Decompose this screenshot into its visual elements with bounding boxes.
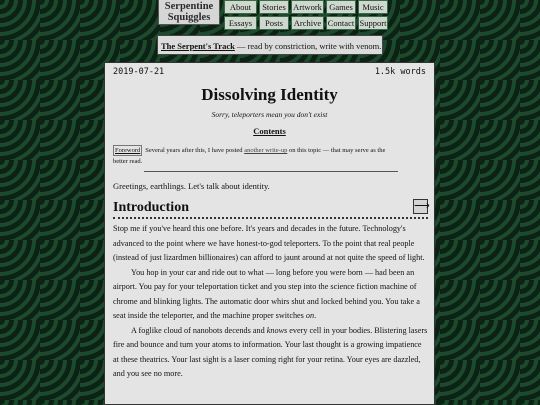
page-title: Dissolving Identity xyxy=(201,85,338,104)
nav-stories[interactable]: Stories xyxy=(259,0,289,14)
foreword-label[interactable]: Foreword xyxy=(115,147,141,154)
foreword-divider xyxy=(144,171,398,172)
article-meta xyxy=(113,67,426,77)
nav-posts[interactable]: Posts xyxy=(259,16,289,30)
paragraph-1: Stop me if you've heard this one before. It's years and decades in the future. Technology's advanced to the point where we have honest-to-god teleporters. To the point that real people (instead of just lizardmen billionaires) can afford to jaunt around at not quite the speed of light. xyxy=(113,224,425,262)
paragraph-2-text: You hop in your car and ride out to what — long before you were born — had been an airport. You pay for your teleportation ticket and you step into the science fiction machine of chrome and blinking lights. The automatic door whirs shut and locked behind you. You take a seat inside the teleporter, and the machine proper switches xyxy=(113,267,420,320)
paragraph-2 xyxy=(113,266,428,324)
contents-toggle[interactable]: Contents xyxy=(253,126,286,136)
paragraph-3-emphasis: knows xyxy=(266,325,288,335)
nav-music[interactable]: Music xyxy=(358,0,388,14)
paragraph-2-end: . xyxy=(314,311,317,320)
banner-tagline: — read by constriction, write with venom. xyxy=(234,41,382,51)
article-page xyxy=(104,62,435,405)
section-banner xyxy=(157,35,383,55)
logo-line-2: Squiggles xyxy=(167,12,211,23)
page-subtitle: Sorry, teleporters mean you don't exist xyxy=(211,110,328,119)
logo-line-1: Serpentine xyxy=(164,1,214,12)
nav-artwork[interactable]: Artwork xyxy=(291,0,324,14)
paragraph-3-text: A foglike cloud of nanobots decends and xyxy=(131,325,267,335)
greeting-text: Greetings, earthlings. Let's talk about identity. xyxy=(113,181,270,191)
nav-support[interactable]: Support xyxy=(359,18,387,28)
section-arrow-button[interactable] xyxy=(413,199,428,214)
arrow-right-icon: ⟶ xyxy=(414,200,430,212)
nav-contact[interactable]: Contact xyxy=(327,18,355,28)
foreword-link[interactable]: another write-up xyxy=(244,147,288,154)
article-body xyxy=(113,222,428,382)
word-count: 1.5k words xyxy=(374,67,426,77)
section-heading: Introduction xyxy=(113,200,189,215)
section-link[interactable]: The Serpent's Track xyxy=(161,41,235,51)
nav-archive[interactable]: Archive xyxy=(291,16,324,30)
paragraph-3-end: every cell in your bodies. Blistering lasers fire and bounce and turn your atoms to information. Your last thought is a growing impatience at these theatrics. Your last sight is a laser coming right for your retina. Your eyes are dazzled, and you see no more. xyxy=(113,325,428,378)
article-date: 2019-07-21 xyxy=(113,67,165,77)
paragraph-2-emphasis: on xyxy=(305,311,315,320)
foreword-text-post: on this topic — that may serve as the better read. xyxy=(113,147,386,165)
site-logo[interactable] xyxy=(158,0,220,25)
main-nav xyxy=(224,0,388,30)
nav-essays[interactable]: Essays xyxy=(224,16,257,30)
nav-about[interactable]: About xyxy=(224,0,257,14)
foreword-text-pre: Several years after this, I have posted xyxy=(145,147,245,154)
nav-games[interactable]: Games xyxy=(326,0,356,14)
section-divider xyxy=(113,217,428,219)
paragraph-3 xyxy=(113,324,428,382)
foreword-note xyxy=(113,145,397,167)
